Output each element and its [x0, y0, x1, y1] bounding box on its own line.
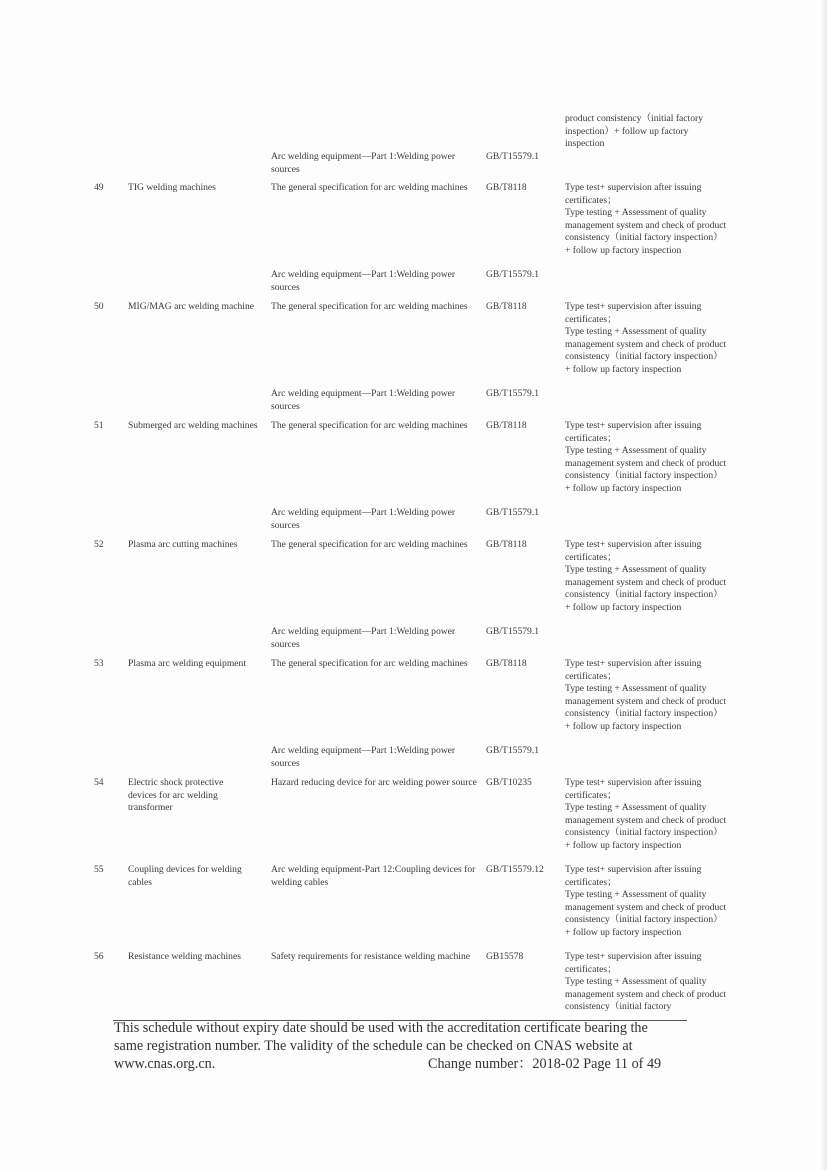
standard-code: GB/T15579.1: [486, 388, 540, 399]
row-number: 50: [94, 301, 104, 312]
standard-name: The general specification for arc welding machines: [271, 539, 468, 550]
standard-code: GB/T8118: [486, 301, 527, 312]
row-number: 54: [94, 777, 104, 788]
footer-line-2: same registration number. The validity of the schedule can be checked on CNAS website at: [114, 1038, 633, 1054]
standard-code: GB/T8118: [486, 420, 527, 431]
product-name: Resistance welding machines: [128, 951, 241, 962]
footer-change-number: Change number：2018-02 Page 11 of 49: [428, 1056, 662, 1072]
standard-name: The general specification for arc welding machines: [271, 658, 468, 669]
certification-rule: Type test+ supervision after issuing certificates； Type testing + Assessment of quality management system and check of product consistency（initial factory inspection）+ follow up factory inspection: [565, 864, 727, 938]
standard-code: GB/T15579.1: [486, 626, 540, 637]
certification-rule: Type test+ supervision after issuing certificates； Type testing + Assessment of quality management system and check of product consistency（initial factory inspection）+ follow up factory inspection: [565, 539, 727, 613]
certification-rule: Type test+ supervision after issuing certificates； Type testing + Assessment of quality management system and check of product consistency（initial factory inspection）+ follow up factory inspection: [565, 301, 727, 375]
standard-name: The general specification for arc welding machines: [271, 301, 468, 312]
footer-website: www.cnas.org.cn.: [114, 1056, 216, 1072]
row-number: 53: [94, 658, 104, 669]
row-number: 56: [94, 951, 104, 962]
standard-name: The general specification for arc welding machines: [271, 182, 468, 193]
certification-rule: Type test+ supervision after issuing certificates； Type testing + Assessment of quality management system and check of product consistency（initial factory: [565, 951, 727, 1012]
product-name: Coupling devices for welding cables: [128, 864, 242, 888]
standard-name: Arc welding equipment—Part 1:Welding power sources: [271, 507, 456, 531]
standard-code: GB/T15579.1: [486, 507, 540, 518]
standard-name: The general specification for arc welding machines: [271, 420, 468, 431]
standard-name: Arc welding equipment-Part 12:Coupling devices for welding cables: [271, 864, 476, 888]
certification-rule: Type test+ supervision after issuing certificates； Type testing + Assessment of quality management system and check of product consistency（initial factory inspection）+ follow up factory inspection: [565, 420, 727, 494]
certification-rule: Type test+ supervision after issuing certificates； Type testing + Assessment of quality management system and check of product consistency（initial factory inspection）+ follow up factory inspection: [565, 658, 727, 732]
continued-rule-text: product consistency（initial factory inspection）+ follow up factory inspection: [565, 113, 704, 149]
standard-code: GB/T8118: [486, 658, 527, 669]
standard-name: Arc welding equipment—Part 1:Welding power sources: [271, 388, 456, 412]
standard-code: GB/T8118: [486, 182, 527, 193]
standard-name: Safety requirements for resistance welding machine: [271, 951, 470, 962]
certification-rule: Type test+ supervision after issuing certificates； Type testing + Assessment of quality management system and check of product consistency（initial factory inspection）+ follow up factory inspection: [565, 777, 727, 851]
standard-name: Hazard reducing device for arc welding power source: [271, 777, 477, 788]
row-number: 52: [94, 539, 104, 550]
continued-standard-name: Arc welding equipment—Part 1:Welding power sources: [271, 151, 456, 175]
product-name: Electric shock protective devices for arc welding transformer: [128, 777, 224, 813]
product-name: TIG welding machines: [128, 182, 216, 193]
standard-name: Arc welding equipment—Part 1:Welding power sources: [271, 626, 456, 650]
standard-name: Arc welding equipment—Part 1:Welding power sources: [271, 269, 456, 293]
row-number: 55: [94, 864, 104, 875]
product-name: MIG/MAG arc welding machine: [128, 301, 255, 312]
continued-standard-code: GB/T15579.1: [486, 151, 540, 162]
product-name: Plasma arc cutting machines: [128, 539, 238, 550]
certification-rule: Type test+ supervision after issuing certificates； Type testing + Assessment of quality management system and check of product consistency（initial factory inspection）+ follow up factory inspection: [565, 182, 727, 256]
standard-code: GB15578: [486, 951, 524, 962]
standard-code: GB/T15579.12: [486, 864, 544, 875]
row-number: 51: [94, 420, 104, 431]
standard-code: GB/T15579.1: [486, 745, 540, 756]
row-number: 49: [94, 182, 104, 193]
standard-code: GB/T10235: [486, 777, 532, 788]
product-name: Plasma arc welding equipment: [128, 658, 247, 669]
footer-line-1: This schedule without expiry date should be used with the accreditation certificate bearing the: [114, 1020, 648, 1036]
page-edge-shadow: [819, 0, 827, 1170]
standard-code: GB/T8118: [486, 539, 527, 550]
standard-name: Arc welding equipment—Part 1:Welding power sources: [271, 745, 456, 769]
standard-code: GB/T15579.1: [486, 269, 540, 280]
product-name: Submerged arc welding machines: [128, 420, 258, 431]
